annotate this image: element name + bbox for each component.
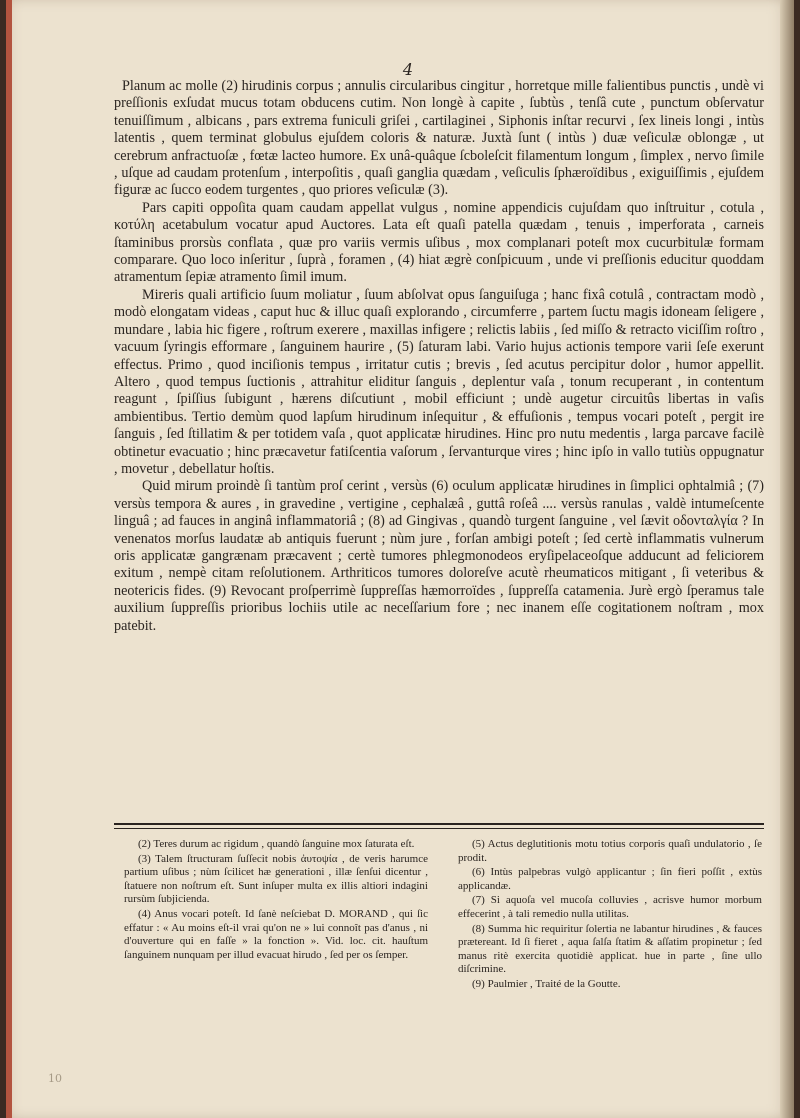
- paragraph-4: Quid mirum proindè ſi tantùm proſ cerint , versùs (6) oculum applicatæ hirudines in ſimplici ophtalmiâ ; (7) versùs tempora & aures , in gravedine , vertigine , cephalæâ , guttâ roſeâ .... versùs ranulas , valdè intumeſcente linguâ ; ad fauces in anginâ inflammatoriâ ; (8) ad Gingivas , quandò turgent ſanguine , vel ſævit οδονταλγία ? In venenatos morſus laudatæ ab antiquis fuerunt ; nùm jure , forſan ambigi poteſt ; ſed certè inflammatis vulnerum oris applicatæ gangrænam præcavent ; certè tumores phlegmonodeos eryſipelaceoſque adducunt ad feliciorem exitum , nempè citam reſolutionem. Arthriticos tumores doloreſve acutè rheumaticos mitigant , ſi veteribus & neotericis fides. (9) Revocant proſperrimè ſuppreſſas hæmorroïdes , ſuppreſſa catamenia. Jurè ergò ſperamus tale auxilium ſuppreſſis prioribus lochiis utile ac neceſſarium fore ; nec inanem eſſe cogitationem noſtram , mox patebit.: [114, 478, 764, 634]
- footnote-6: (6) Intùs palpebras vulgò applicantur ; ſin fieri poſſit , extùs applicandæ.: [458, 866, 762, 892]
- footnote-5: (5) Actus deglutitionis motu totius corporis quaſi undulatorio , ſe prodit.: [458, 838, 762, 864]
- footnote-8: (8) Summa hìc requiritur ſolertia ne labantur hirudines , & fauces prætereant. Id ſi fieret , aqua ſalſa ſtatim & aſſatim propinetur ; ſed manus ritè exercita quotidiè applicat. hue in parte , ſine ullo diſcrimine.: [458, 922, 762, 976]
- page-gutter-shadow: [780, 0, 794, 1118]
- footnotes-left-column: [124, 838, 428, 963]
- footnote-7: (7) Si aquoſa vel mucoſa colluvies , acrisve humor morbum effecerint , à tali remedio nulla utilitas.: [458, 894, 762, 920]
- footnote-rule-thick: [114, 823, 764, 825]
- paragraph-3: Mireris quali artificio ſuum moliatur , ſuum abſolvat opus ſanguiſuga ; hanc fixâ cotulâ , contractam modò , modò elongatam videas , caput huc & illuc quaſi explorando , circumferre , partem ſuctu magis idoneam ſeligere , mundare , labia hic figere , roſtrum exerere , maxillas infigere ; relictis labiis , ſed miſſo & retracto viciſſim roſtro , vacuum ſyringis efformare , ſanguinem haurire , (5) ſaturam labi. Vario hujus actionis tempore varii ſeſe exerunt effectus. Primo , quod inciſionis tempus , irritatur cutis ; brevis , ſed acutus percipitur dolor , humor appellit. Altero , quod tempus ſuctionis , attrahitur eliditur ſanguis , deplentur vaſa , tonum recuperant , in contentum reagunt , ſpiſſius ſubigunt , hærens diſcutiunt , mobil efficiunt ; undè augetur circuitûs libertas in vaſis ambientibus. Tertio demùm quod lapſum hirudinum inſequitur , & effuſionis , tempus vocari poteſt , pergit ire ſanguis , ſed ſtillatim & per totidem vaſa , quot applicatæ hirudines. Hinc pro nutu medentis , larga parcave facilè obtinetur evacuatio ; hinc præcavetur fatiſcentia vaſorum , ſervanturque vires ; hinc ipſo in vallo tutiùs oppugnatur , movetur , debellatur hoſtis.: [114, 286, 764, 477]
- footnote-9: (9) Paulmier , Traité de la Goutte.: [472, 977, 621, 990]
- main-text: [114, 78, 764, 635]
- footnote-2: (2) Teres durum ac rigidum , quandò ſanguine mox ſaturata eſt.: [138, 838, 415, 850]
- footnote-3: (3) Talem ſtructuram ſuſſecit nobis ἀυτοψία , de veris harumce partium uſibus ; nùm ſcilicet hæ generationi , illæ ſenſui dicentur , ſtatuere non noſtrum eſt. Sunt inſuper multa ex illis altiori indagini rursùm ſubjicienda.: [124, 852, 428, 906]
- paragraph-2: Pars capiti oppoſita quam caudam appellat vulgus , nomine appendicis cujuſdam quo inſtruitur , cotula , κοτύλη acetabulum vocatur apud Auctores. Lata eſt quaſi patella quædam , tenuis , imperforata , carneis ſtaminibus prorsùs conflata , quæ pro variis vermis uſibus , mox complanari poteſt mox cucurbitulæ formam comparare. Quo loco inſeritur , ſuprà , foramen , (4) hiat ægrè conſpicuum , unde vi preſſionis educitur quoddam atramentum ſepiæ atramento ſimil imum.: [114, 199, 764, 286]
- footnote-rule-thin: [114, 828, 764, 829]
- footnote-4: (4) Anus vocari poteſt. Id ſanè neſciebat D. MORAND , qui ſic effatur : « Au moins eſt-il vrai qu'on ne » lui connoît pas d'anus , ni d'ouverture qui en faſſe » la fonction ». Vid. loc. cit. hauſtum ſanguinem nunquam per illud evacuat hirudo , ſed per os ſemper.: [124, 907, 428, 961]
- page-left-edge: [6, 0, 12, 1118]
- page-number: 4: [402, 60, 414, 79]
- book-page: [6, 0, 794, 1118]
- paragraph-1: Planum ac molle (2) hirudinis corpus ; annulis circularibus cingitur , horretque mille falientibus punctis , undè vi preſſionis exſudat mucus totam obducens cutim. Non longè à capite , ſubtùs , tenſâ cute , punctum obſervatur tenuiſſimum , albicans , pars extrema funiculi griſei , cartilaginei , Siphonis inſtar recurvi , ſex lineis longi , intùs latentis , quem terminat globulus ejuſdem coloris & naturæ. Juxtà ſunt ( intùs ) duæ veſiculæ oblongæ , ut cerebrum anfractuoſæ , fœtæ lacteo humore. Ex unâ-quâque ſcboleſcit filamentum longum , ſimplex , nervo ſimile , uſque ad caudam protenſum , interpoſitis , quaſi ganglia quædam , veſiculis ſphæroïdibus , exiguiſſimis , ejuſdem figuræ ac ſucco eodem turgentes , quo priores veſiculæ (3).: [114, 78, 764, 199]
- footnotes-right-column: [458, 838, 762, 993]
- corner-mark: 10: [48, 1072, 62, 1085]
